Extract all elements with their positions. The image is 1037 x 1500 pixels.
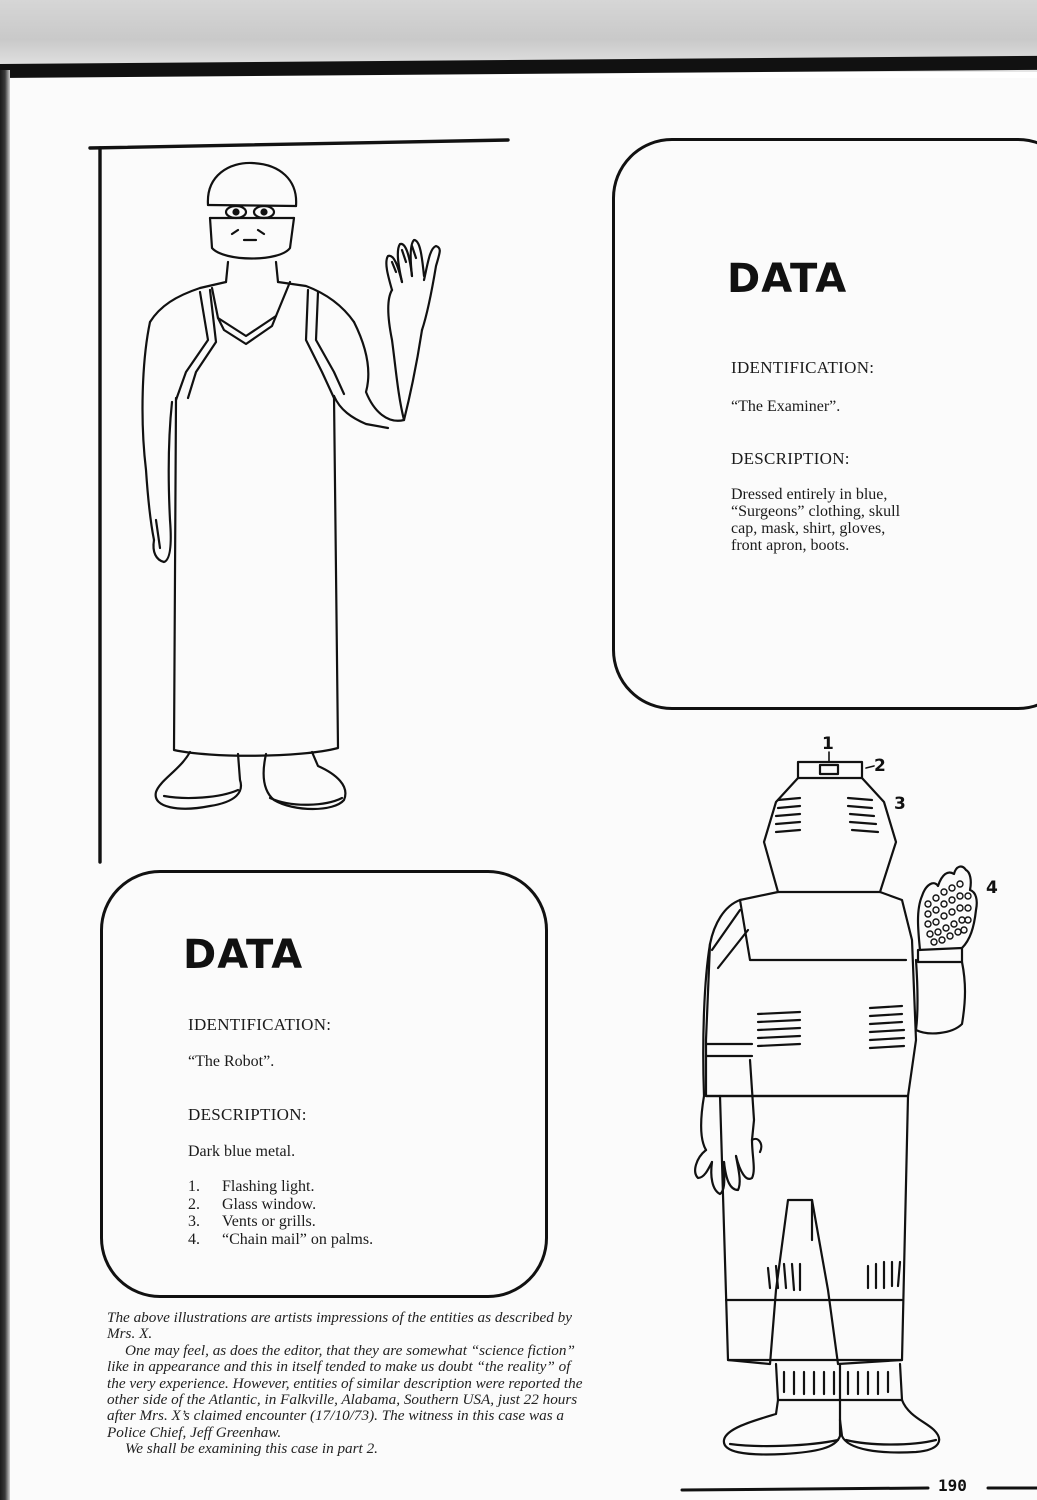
bottom-rules [682,1488,1037,1490]
examiner-figure [143,163,440,809]
examiner-description-line: “Surgeons” clothing, skull [731,503,901,520]
robot-feature-list [188,1178,373,1248]
robot-data-heading: DATA [183,932,304,978]
callout-1: 1 [822,734,834,754]
list-item: 3. Vents or grills. [188,1213,316,1230]
callout-2: 2 [874,756,886,776]
robot-figure [695,762,977,1454]
caption-paragraph-3: We shall be examining this case in part 2. [125,1440,378,1458]
robot-description-text: Dark blue metal. [188,1143,296,1160]
callout-3: 3 [894,794,906,814]
caption-paragraph-1: The above illustrations are artists impressions of the entities as described by Mrs. X. [107,1309,573,1343]
page-number: 190 [938,1476,967,1495]
examiner-description-text [731,486,971,554]
examiner-description-line: Dressed entirely in blue, [731,486,888,503]
robot-identification-value: “The Robot”. [188,1053,275,1070]
examiner-description-line: front apron, boots. [731,537,850,554]
callout-4: 4 [986,878,998,898]
list-item: 4. “Chain mail” on palms. [188,1230,374,1248]
list-item: 1. Flashing light. [188,1178,315,1195]
robot-description-label: DESCRIPTION: [188,1105,307,1124]
robot-identification-label: IDENTIFICATION: [188,1015,332,1034]
examiner-data-box [612,138,1037,710]
caption-text [107,1310,585,1458]
examiner-description-line: cap, mask, shirt, gloves, [731,520,886,537]
examiner-identification-value: “The Examiner”. [731,398,841,415]
list-item: 2. Glass window. [188,1195,317,1213]
examiner-data-heading: DATA [727,256,848,302]
examiner-identification-label: IDENTIFICATION: [731,358,875,377]
examiner-description-label: DESCRIPTION: [731,449,850,468]
caption-paragraph-2: One may feel, as does the editor, that they are somewhat “science fiction” like in appearance and this in itself tended to make us doubt “the reality” of the very experience. However, entities of similar description were reported the other side of the Atlantic, in Falkville, Alabama, Southern USA, just 22 hours after Mrs. X’s claimed encounter (17/10/73). The witness in this case was a Police Chief, Jeff Greenhaw. [107,1341,583,1441]
